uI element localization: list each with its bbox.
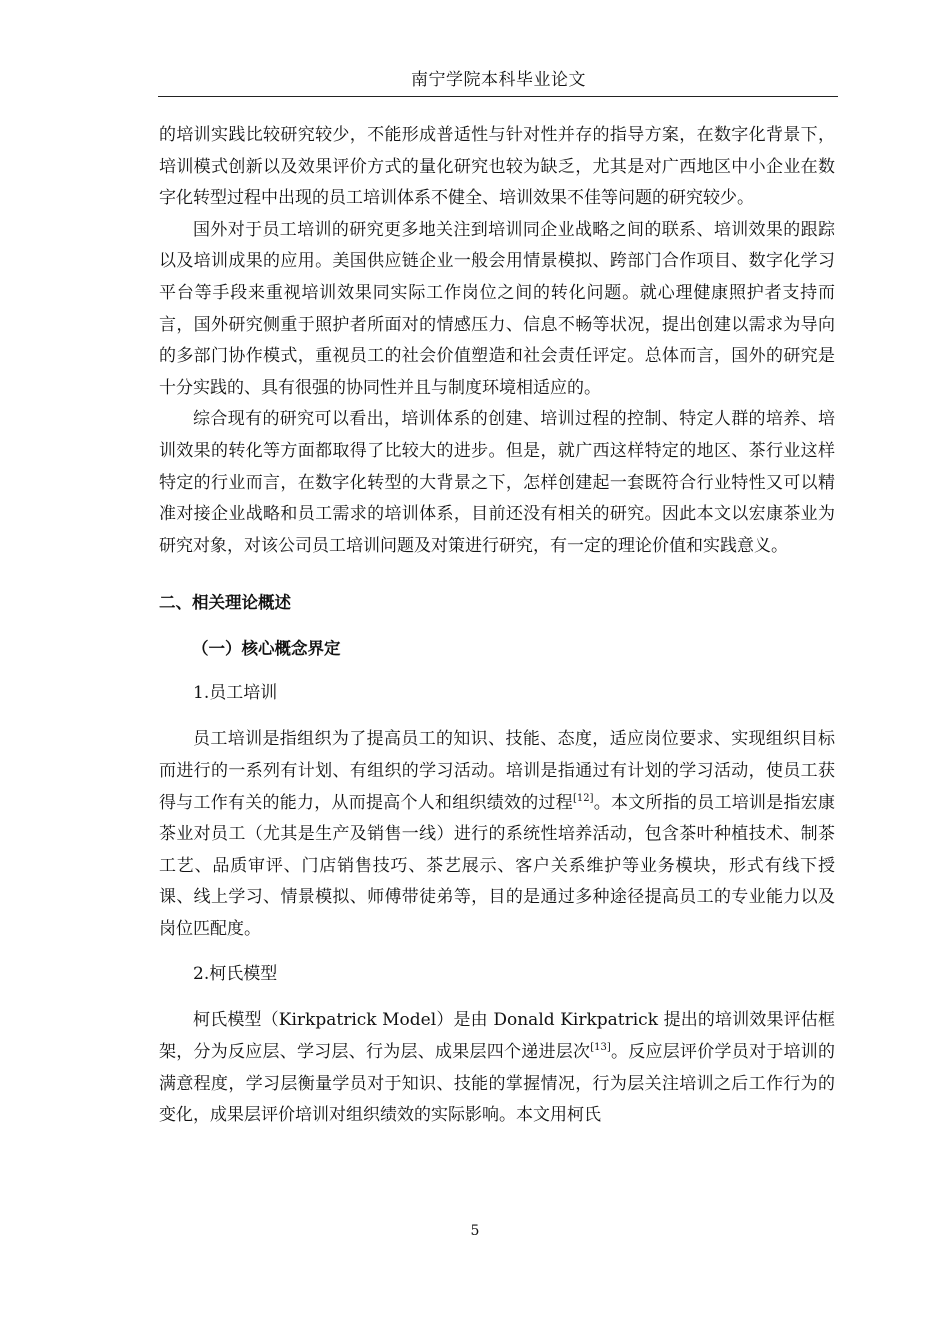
paragraph-research-summary: 综合现有的研究可以看出，培训体系的创建、培训过程的控制、特定人群的培养、培训效果的转化等方面都取得了比较大的进步。但是，就广西这样特定的地区、茶行业这样特定的行业而言，在数字化转型的大背景之下，怎样创建起一套既符合行业特性又可以精准对接企业战略和员工需求的培训体系，目前还没有相关的研究。因此本文以宏康茶业为研究对象，对该公司员工培训问题及对策进行研究，有一定的理论价值和实践意义。 [159,409,835,556]
paragraph-text: 员工培训是指组织为了提高员工的知识、技能、态度，适应岗位要求、实现组织目标而进行的一系列有计划、有组织的学习活动。培训是指通过有计划的学习活动，使员工获得与工作有关的能力，从而提高个人和组织绩效的过程 [159,729,835,813]
spacer [159,562,835,576]
spacer [159,945,835,959]
paragraph-text: 。反应层评价学员对于培训的满意程度，学习层衡量学员对于知识、技能的掌握情况，行为层关注培训之后工作行为的变化，成果层评价培训对组织绩效的实际影响。本文用柯氏 [159,1042,836,1126]
paragraph-text: 。本文所指的员工培训是指宏康茶业对员工（尤其是生产及销售一线）进行的系统性培养活动，包含茶叶种植技术、制茶工艺、品质审评、门店销售技巧、茶艺展示、客户关系维护等业务模块，形式有线下授课、线上学习、情景模拟、师傅带徒弟等，目的是通过多种途径提高员工的专业能力以及岗位匹配度。 [159,792,836,939]
paragraph-text: 柯氏模型（Kirkpatrick Model）是由 Donald Kirkpatrick 提出的培训效果评估框架，分为反应层、学习层、行为层、成果层四个递进层次 [159,1010,835,1063]
section-heading: 二、相关理论概述 [159,593,291,613]
paragraph-domestic-research-gap: 的培训实践比较研究较少，不能形成普适性与针对性并存的指导方案，在数字化背景下，培训模式创新以及效果评价方式的量化研究也较为缺乏，尤其是对广西地区中小企业在数字化转型过程中出现的员工培训体系不健全、培训效果不佳等问题的研究较少。 [159,125,835,209]
page-body [159,120,835,1132]
paragraph-employee-training-definition [159,724,835,945]
running-header: 南宁学院本科毕业论文 [411,70,586,90]
header-divider [158,96,838,97]
item-heading-kirkpatrick-model: 2.柯氏模型 [193,964,278,985]
item-heading-employee-training: 1.员工培训 [193,683,278,704]
paragraph-kirkpatrick-model [159,1005,835,1131]
citation-ref: [13] [590,1042,611,1054]
paragraph-foreign-research: 国外对于员工培训的研究更多地关注到培训同企业战略之间的联系、培训效果的跟踪以及培训成果的应用。美国供应链企业一般会用情景模拟、跨部门合作项目、数字化学习平台等手段来重视培训效果同实际工作岗位之间的转化问题。就心理健康照护者支持而言，国外研究侧重于照护者所面对的情感压力、信息不畅等状况，提出创建以需求为导向的多部门协作模式，重视员工的社会价值塑造和社会责任评定。总体而言，国外的研究是十分实践的、具有很强的协同性并且与制度环境相适应的。 [159,219,835,398]
page-number: 5 [470,1223,480,1239]
citation-ref: [12] [572,792,594,804]
subsection-heading: （一）核心概念界定 [192,639,341,659]
